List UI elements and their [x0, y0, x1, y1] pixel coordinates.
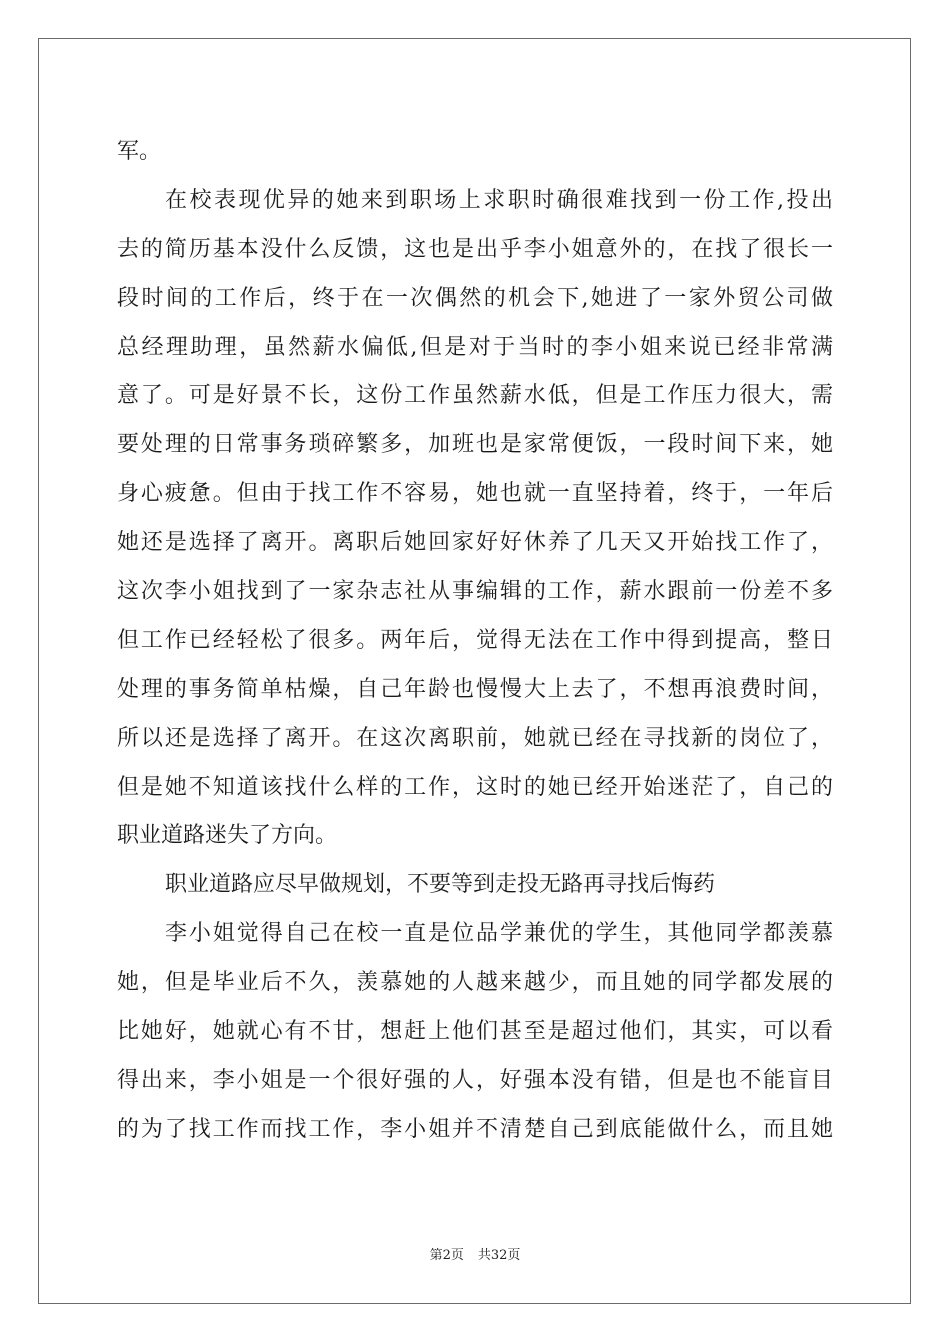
text-line: 处理的事务简单枯燥，自己年龄也慢慢大上去了，不想再浪费时间， [117, 676, 833, 702]
text-line: 段时间的工作后，终于在一次偶然的机会下,她进了一家外贸公司做 [117, 285, 833, 311]
text-line: 军。 [117, 139, 162, 164]
text-line: 她，但是毕业后不久，羡慕她的人越来越少，而且她的同学都发展的 [117, 970, 833, 996]
text-line: 这次李小姐找到了一家杂志社从事编辑的工作，薪水跟前一份差不多 [117, 579, 833, 605]
text-line: 的为了找工作而找工作，李小姐并不清楚自己到底能做什么，而且她 [117, 1116, 833, 1142]
page-number: 第2页 [429, 1248, 464, 1263]
text-line: 所以还是选择了离开。在这次离职前，她就已经在寻找新的岗位了， [117, 725, 833, 751]
document-body [117, 128, 833, 1155]
text-line: 意了。可是好景不长，这份工作虽然薪水低，但是工作压力很大，需 [117, 383, 833, 409]
text-line: 得出来，李小姐是一个很好强的人，好强本没有错，但是也不能盲目 [117, 1067, 833, 1093]
text-line: 总经理助理，虽然薪水偏低,但是对于当时的李小姐来说已经非常满 [117, 334, 833, 360]
text-line: 但是她不知道该找什么样的工作，这时的她已经开始迷茫了，自己的 [117, 774, 833, 800]
text-line: 但工作已经轻松了很多。两年后，觉得无法在工作中得到提高，整日 [117, 627, 833, 653]
text-line: 比她好，她就心有不甘，想赶上他们甚至是超过他们，其实，可以看 [117, 1019, 833, 1045]
paragraph-first-line: 在校表现优异的她来到职场上求职时确很难找到一份工作,投出 [165, 187, 833, 213]
text-line: 要处理的日常事务琐碎繁多，加班也是家常便饭，一段时间下来，她 [117, 432, 833, 458]
text-line: 她还是选择了离开。离职后她回家好好休养了几天又开始找工作了， [117, 530, 833, 556]
text-line: 去的简历基本没什么反馈，这也是出乎李小姐意外的，在找了很长一 [117, 236, 833, 262]
text-line: 职业道路迷失了方向。 [117, 823, 338, 849]
page-total: 共32页 [477, 1248, 521, 1263]
text-line: 身心疲惫。但由于找工作不容易，她也就一直坚持着，终于，一年后 [117, 481, 833, 507]
section-heading: 职业道路应尽早做规划，不要等到走投无路再寻找后悔药 [165, 872, 716, 898]
paragraph-first-line: 李小姐觉得自己在校一直是位品学兼优的学生，其他同学都羡慕 [165, 921, 833, 947]
page-footer [0, 1244, 950, 1263]
